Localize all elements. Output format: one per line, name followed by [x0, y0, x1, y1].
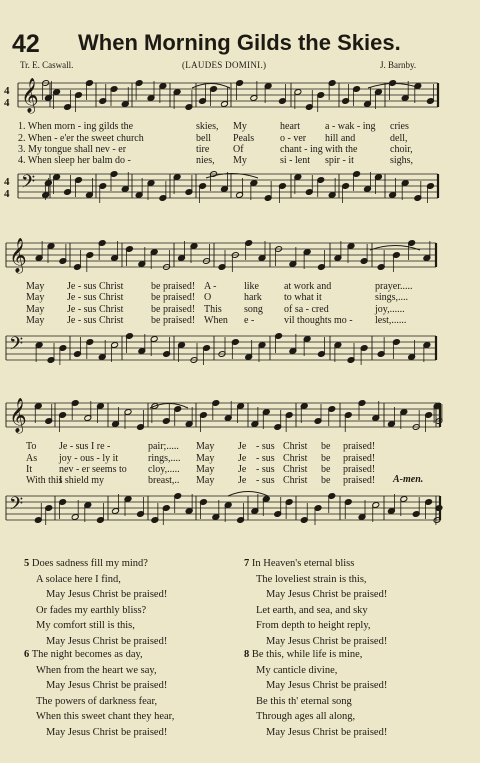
lyric-syllable: be praised!	[151, 281, 196, 292]
stanza-line: Or fades my earthly bliss?	[36, 604, 147, 616]
lyric-syllable: May	[26, 292, 45, 303]
lyric-syllable: spir - it	[325, 155, 354, 166]
treble-clef-icon: 𝄞	[9, 398, 27, 433]
stanza-7	[244, 556, 387, 650]
stanza-line: May Jesus Christ be praised!	[266, 589, 388, 601]
lyric-syllable: When	[204, 315, 228, 326]
lyric-syllable: joy - ous - ly it	[59, 453, 119, 464]
stanza-line: The night becomes as day,	[31, 649, 143, 660]
lyric-syllable: Christ	[283, 475, 308, 486]
lyric-syllable: To	[26, 441, 37, 452]
stanza-line: Be this th' eternal song	[256, 695, 352, 707]
stanza-line: May Jesus Christ be praised!	[266, 635, 388, 647]
lyric-syllable: O	[204, 292, 212, 303]
lyric-syllable: be	[321, 475, 331, 486]
time-signature: 4	[4, 188, 10, 200]
lyric-syllable: Christ	[283, 441, 308, 452]
lyric-syllable: cloy,.....	[148, 464, 180, 475]
treble-clef-icon: 𝄞	[9, 238, 27, 273]
lyric-syllable: As	[26, 453, 38, 464]
lyric-syllable: be praised!	[151, 304, 196, 315]
stanza-line: In Heaven's eternal bliss	[251, 558, 355, 569]
lyric-syllable: sighs,	[390, 155, 414, 166]
lyric-syllable: May	[26, 281, 45, 292]
lyric-syllable: nies,	[196, 155, 215, 166]
stanza-number: 5	[24, 558, 30, 569]
lyric-syllable: tire	[196, 144, 210, 155]
lyric-syllable: be praised!	[151, 315, 196, 326]
hymn-title: When Morning Gilds the Skies.	[78, 30, 401, 55]
lyric-syllable: It	[26, 464, 33, 475]
lyric-syllable: prayer.....	[375, 281, 413, 292]
lyric-syllable: Of	[233, 144, 244, 155]
lyric-syllable: Je - sus Christ	[67, 292, 124, 303]
time-signature: 4	[4, 97, 10, 109]
amen-label: A-men.	[393, 474, 424, 485]
bass-clef-icon: 𝄢	[21, 172, 36, 197]
author-credit: Tr. E. Caswall.	[20, 60, 74, 70]
lyric-syllable: praised!	[343, 441, 376, 452]
lyric-syllable: - sus	[256, 441, 275, 452]
lyric-syllable: May	[196, 464, 215, 475]
lyric-syllable: praised!	[343, 453, 376, 464]
lyric-syllable: - sus	[256, 475, 275, 486]
lyric-syllable: hill and	[325, 133, 356, 144]
lyric-line	[0, 292, 480, 304]
lyric-syllable: With this	[26, 475, 63, 486]
lyric-syllable: be	[321, 441, 331, 452]
lyric-syllable: Peals	[233, 133, 255, 144]
bass-clef-icon: 𝄢	[9, 334, 24, 359]
lyric-syllable: pair;.....	[148, 441, 179, 452]
lyric-syllable: - sus	[256, 453, 275, 464]
lyric-syllable: at work and	[284, 281, 332, 292]
lyric-syllable: praised!	[343, 464, 376, 475]
stanza-line: When this sweet chant they hear,	[36, 711, 175, 723]
lyric-syllable: Je	[238, 464, 247, 475]
lyric-line	[0, 121, 480, 133]
lyric-syllable: hark	[244, 292, 262, 303]
lyric-syllable: May	[26, 304, 45, 315]
lyric-syllable: Je - sus Christ	[67, 315, 124, 326]
lyric-syllable: Christ	[283, 453, 308, 464]
lyric-syllable: heart	[280, 121, 300, 132]
lyric-syllable: My	[233, 155, 247, 166]
lyric-syllable: cries	[390, 121, 409, 132]
composer-credit: J. Barnby.	[380, 60, 417, 70]
lyric-syllable: a - wak - ing	[325, 121, 376, 132]
lyric-syllable: vil thoughts mo -	[284, 315, 353, 326]
treble-clef-icon: 𝄞	[21, 78, 39, 113]
lyric-syllable: chant - ing	[280, 144, 323, 155]
lyric-syllable: Je - sus Christ	[67, 281, 124, 292]
stanza-5	[24, 556, 167, 650]
slur	[228, 492, 268, 497]
lyric-syllable: rings,....	[148, 453, 181, 464]
lyric-syllable: - sus	[256, 464, 275, 475]
lyric-line	[0, 315, 480, 327]
lyric-syllable: bell	[196, 133, 211, 144]
lyric-syllable: breast,..	[148, 475, 180, 486]
stanza-line: A solace here I find,	[36, 573, 121, 585]
bass-clef-icon: 𝄢	[9, 494, 24, 519]
stanza-6	[24, 647, 174, 741]
lyric-syllable: nev - er seems to	[59, 464, 127, 475]
lyric-syllable: May	[26, 315, 45, 326]
stanza-line: When from the heart we say,	[36, 664, 157, 676]
lyric-syllable: I shield my	[59, 475, 104, 486]
stanza-8	[244, 647, 387, 741]
lyric-syllable: joy,......	[375, 304, 405, 315]
lyric-syllable: dell,	[390, 133, 408, 144]
lyric-syllable: May	[196, 453, 215, 464]
lyric-syllable: lest,......	[375, 315, 407, 326]
stanza-line: Let earth, and sea, and sky	[256, 604, 368, 616]
stanza-number: 8	[244, 649, 250, 660]
lyric-syllable: be	[321, 464, 331, 475]
lyric-syllable: praised!	[343, 475, 376, 486]
lyric-syllable: 3. My tongue shall nev - er	[18, 144, 127, 155]
stanza-number: 6	[24, 649, 30, 660]
stanza-line: Through ages all along,	[256, 711, 356, 723]
lyric-syllable: skies,	[196, 121, 219, 132]
lyric-syllable: song	[244, 304, 263, 315]
lyric-line	[0, 441, 480, 453]
lyric-syllable: with the	[325, 144, 358, 155]
stanza-line: My comfort still is this,	[36, 620, 135, 632]
lyric-line	[0, 155, 480, 167]
lyric-syllable: choir,	[390, 144, 413, 155]
lyric-syllable: like	[244, 281, 259, 292]
stanza-line: From depth to height reply,	[256, 620, 371, 632]
stanza-number: 7	[244, 558, 250, 569]
stanza-line: May Jesus Christ be praised!	[46, 726, 168, 738]
lyric-syllable: Je - sus Christ	[67, 304, 124, 315]
lyric-syllable: 2. When - e'er the sweet church	[18, 133, 144, 144]
stanza-line: May Jesus Christ be praised!	[46, 680, 168, 692]
stanza-line: The loveliest strain is this,	[256, 573, 367, 585]
tune-name: (LAUDES DOMINI.)	[182, 60, 267, 70]
lyric-syllable: 4. When sleep her balm do -	[18, 155, 131, 166]
stanza-line: May Jesus Christ be praised!	[46, 589, 168, 601]
lyric-syllable: o - ver	[280, 133, 307, 144]
lyric-syllable: Je	[238, 441, 247, 452]
lyric-syllable: Je - sus I re -	[59, 441, 111, 452]
lyric-syllable: e -	[244, 315, 255, 326]
lyric-syllable: May	[196, 475, 215, 486]
stanza-line: May Jesus Christ be praised!	[266, 726, 388, 738]
lyric-syllable: 1. When morn - ing gilds the	[18, 121, 134, 132]
lyric-syllable: be	[321, 453, 331, 464]
lyric-syllable: be praised!	[151, 292, 196, 303]
lyric-syllable: si - lent	[280, 155, 310, 166]
stanza-line: The powers of darkness fear,	[36, 695, 158, 707]
time-signature: 4	[4, 176, 10, 188]
time-signature: 4	[4, 85, 10, 97]
stanza-line: May Jesus Christ be praised!	[46, 635, 168, 647]
stanza-line: My canticle divine,	[256, 664, 338, 676]
lyric-syllable: A -	[204, 281, 217, 292]
stanza-line: Does sadness fill my mind?	[31, 558, 148, 569]
lyric-syllable: Je	[238, 475, 247, 486]
lyric-syllable: Christ	[283, 464, 308, 475]
stanza-line: May Jesus Christ be praised!	[266, 680, 388, 692]
lyric-syllable: May	[196, 441, 215, 452]
lyric-syllable: This	[204, 304, 222, 315]
lyric-syllable: sings,....	[375, 292, 409, 303]
lyric-syllable: to what it	[284, 292, 322, 303]
lyric-syllable: of sa - cred	[284, 304, 329, 315]
stanza-line: Be this, while life is mine,	[251, 649, 363, 660]
hymn-number: 42	[12, 30, 40, 58]
lyric-syllable: Je	[238, 453, 247, 464]
lyric-syllable: My	[233, 121, 247, 132]
